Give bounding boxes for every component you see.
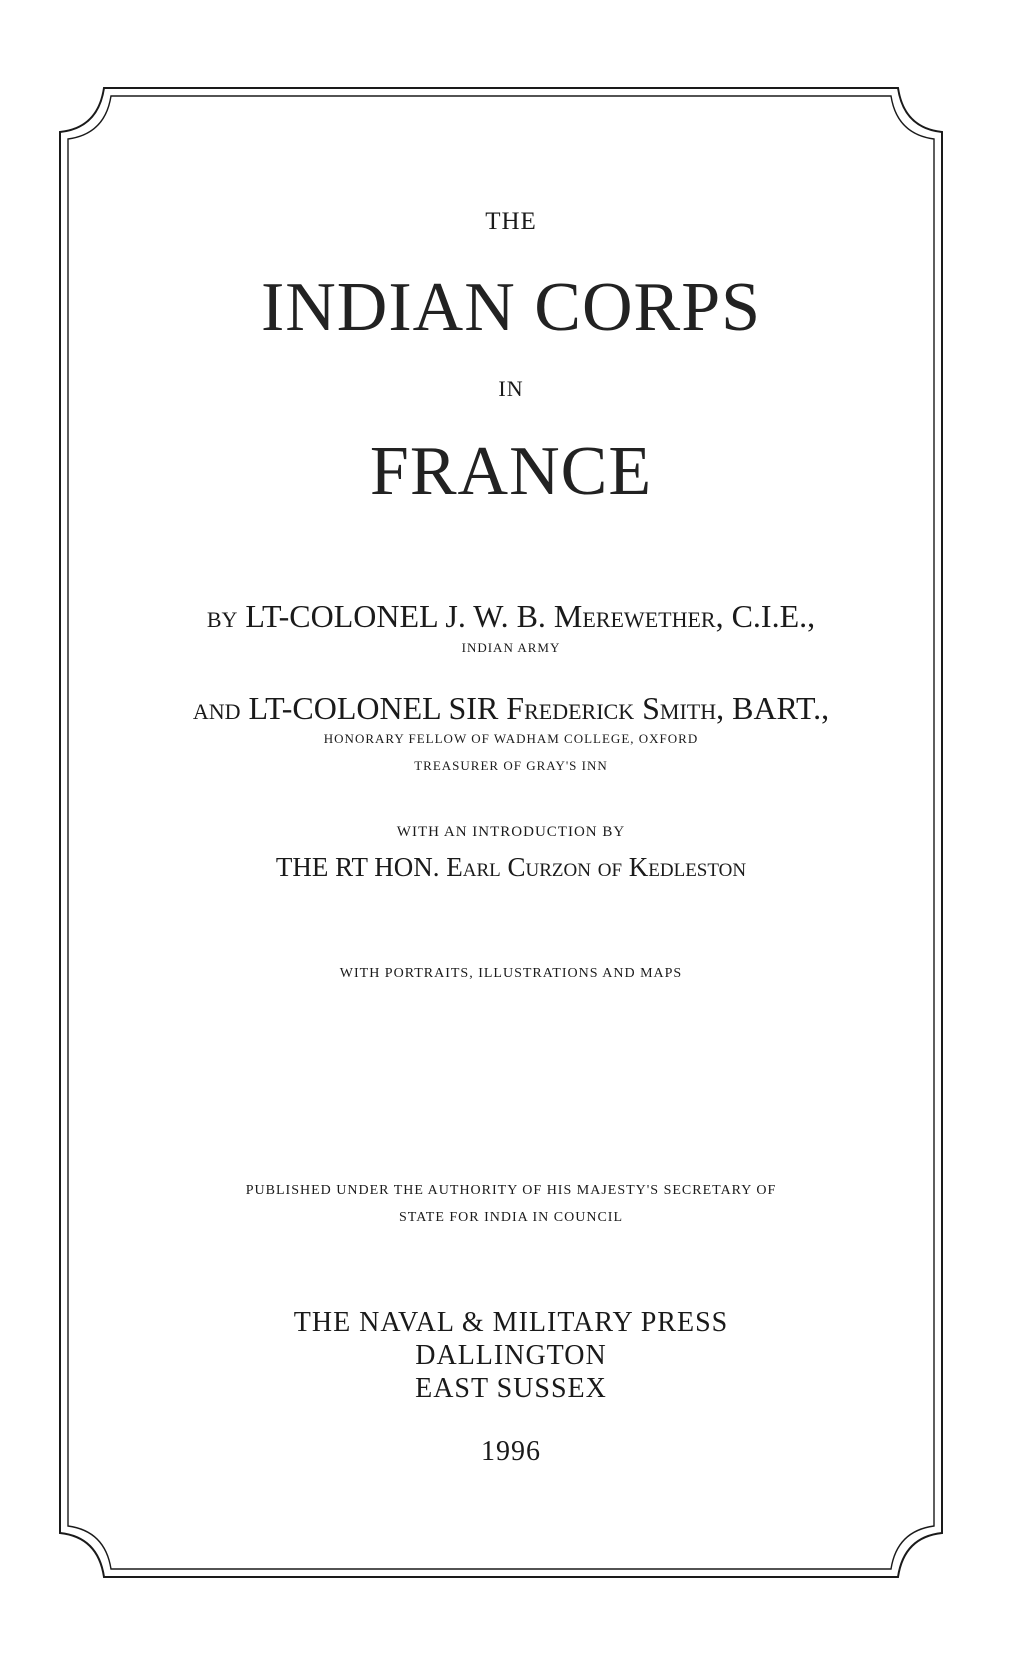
introduction-author: THE RT HON. Earl Curzon of Kedleston	[275, 852, 747, 882]
book-title: INDIAN CORPS	[260, 269, 762, 346]
author-2-affiliation-1: HONORARY FELLOW OF WADHAM COLLEGE, OXFORD	[323, 731, 699, 746]
author-1-line: by LT-COLONEL J. W. B. Merewether, C.I.E.,	[206, 598, 816, 634]
title-preposition: IN	[498, 376, 524, 401]
authority-line-1: PUBLISHED UNDER THE AUTHORITY OF HIS MAJESTY'S SECRETARY OF	[245, 1183, 777, 1198]
author-2-line: and LT-COLONEL SIR Frederick Smith, BART.,	[192, 690, 830, 726]
publisher-town: DALLINGTON	[415, 1340, 607, 1371]
title-place: FRANCE	[369, 433, 653, 510]
publisher-county: EAST SUSSEX	[415, 1373, 607, 1404]
authority-line-2: STATE FOR INDIA IN COUNCIL	[399, 1210, 623, 1225]
publisher-name: THE NAVAL & MILITARY PRESS	[293, 1307, 729, 1338]
title-article: THE	[485, 208, 537, 235]
author-2-affiliation-2: TREASURER OF GRAY'S INN	[414, 758, 608, 773]
introduction-label: WITH AN INTRODUCTION BY	[396, 824, 626, 840]
publication-year: 1996	[481, 1436, 541, 1467]
illustrations-note: WITH PORTRAITS, ILLUSTRATIONS AND MAPS	[339, 966, 683, 981]
author-1-affiliation: INDIAN ARMY	[461, 640, 561, 655]
